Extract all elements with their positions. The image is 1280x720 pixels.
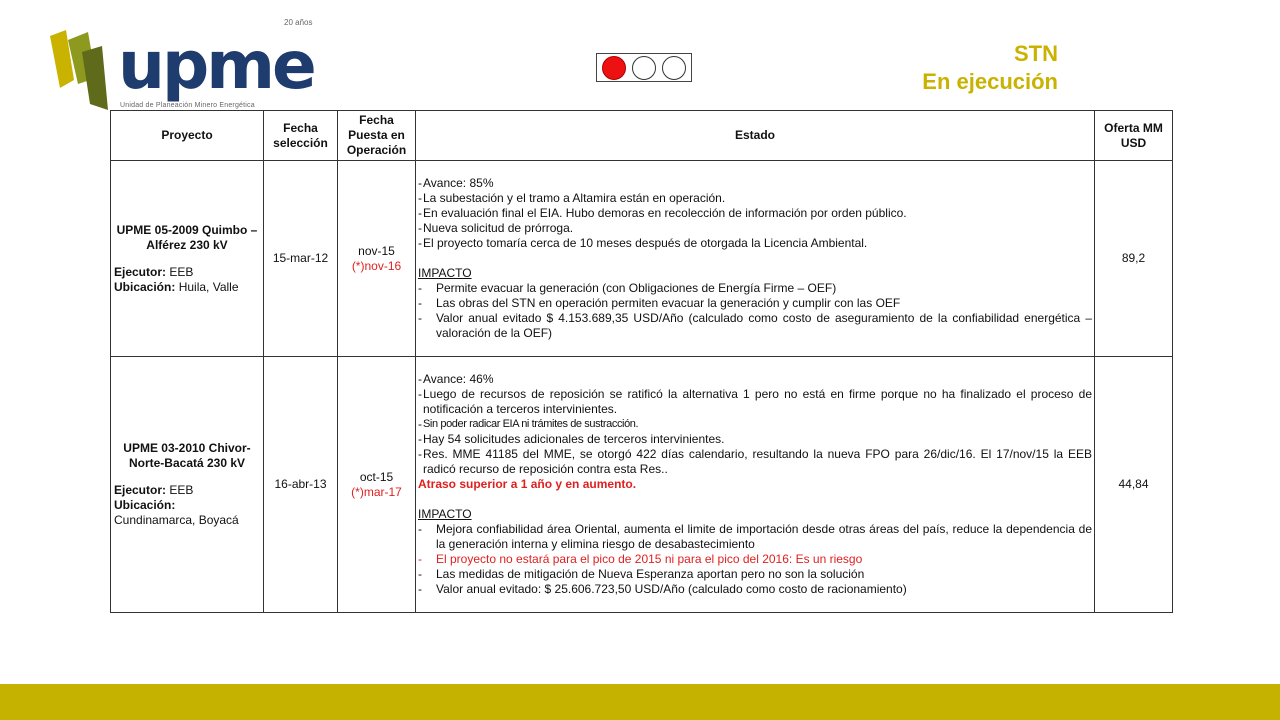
upme-logo [44,18,334,114]
impacto-item: - Valor anual evitado $ 4.153.689,35 USD/Año (calculado como costo de aseguramiento de la confiabilidad energética – valoración de la OEF) [418,310,1092,340]
oferta-cell: 89,2 [1095,161,1173,357]
fecha-seleccion-cell: 15-mar-12 [264,161,338,357]
title-line-1: STN [1014,41,1058,66]
impacto-heading: IMPACTO [418,506,472,521]
oferta-cell: 44,84 [1095,357,1173,613]
fecha-puesta-original: oct-15 [359,469,394,484]
ejecutor-value: EEB [169,264,194,279]
project-cell [111,161,264,357]
project-cell [111,357,264,613]
impacto-item: - Las obras del STN en operación permiten evacuar la generación y cumplir con las OEF [418,295,901,310]
ubicacion-value: Huila, Valle [178,279,239,294]
upme-logo-mark [44,18,334,114]
logo-tagline: Unidad de Planeación Minero Energética [120,102,255,109]
ubicacion-value: Cundinamarca, Boyacá [114,513,239,527]
table-row [111,357,1173,613]
status-light-red [602,56,626,80]
col-header-estado: Estado [416,111,1095,161]
impacto-item: - Mejora confiabilidad área Oriental, aumenta el limite de importación desde otras áreas del país, reduce la dependencia de la generación interna y elimina riesgo de desabastecimiento [418,521,1092,551]
estado-item: - Hay 54 solicitudes adicionales de terceros intervinientes. [418,431,725,446]
project-name: UPME 05-2009 Quimbo – Alférez 230 kV [116,222,258,252]
estado-item: - Res. MME 41185 del MME, se otorgó 422 días calendario, resultando la nueva FPO para 26/dic/16. El 17/nov/15 la EEB radicó recurso de reposición contra esta Res.. [418,446,1092,476]
fecha-seleccion-cell: 16-abr-13 [264,357,338,613]
table-header-row [111,111,1173,161]
impacto-heading: IMPACTO [418,265,472,280]
table-row [111,161,1173,357]
col-header-fecha-seleccion: Fecha selección [264,111,338,161]
estado-cell [416,357,1095,613]
impacto-item: - El proyecto no estará para el pico de 2015 ni para el pico del 2016: Es un riesgo [418,551,863,566]
impacto-item: - Las medidas de mitigación de Nueva Esperanza aportan pero no son la solución [418,566,865,581]
traffic-light-status [596,53,692,82]
col-header-proyecto: Proyecto [111,111,264,161]
fecha-puesta-cell [338,161,416,357]
ejecutor-label: Ejecutor: [114,264,167,279]
fecha-puesta-original: nov-15 [358,243,395,258]
col-header-fecha-puesta: Fecha Puesta en Operación [338,111,416,161]
estado-item: - Sin poder radicar EIA ni trámites de sustracción. [418,416,639,431]
logo-wordmark: upme [118,27,314,104]
status-light-off [662,56,686,80]
estado-item: - En evaluación final el EIA. Hubo demoras en recolección de información por orden público. [418,205,907,220]
status-light-off [632,56,656,80]
project-name: UPME 03-2010 Chivor-Norte-Bacatá 230 kV [123,441,251,470]
col-header-oferta: Oferta MM USD [1095,111,1173,161]
ejecutor-value: EEB [169,483,194,497]
impacto-item: - Valor anual evitado: $ 25.606.723,50 USD/Año (calculado como costo de racionamiento) [418,581,907,596]
page-title [922,40,1058,96]
title-line-2: En ejecución [922,69,1058,94]
estado-item: - Avance: 46% [418,371,494,386]
ubicacion-label: Ubicación: [114,279,176,294]
ejecutor-label: Ejecutor: [114,483,167,497]
projects-table [110,110,1173,613]
fecha-puesta-new: (*)nov-16 [351,258,402,273]
estado-item: - Luego de recursos de reposición se ratificó la alternativa 1 pero no está en firme porque no ha finalizado el proceso de notificación a terceros intervinientes. [418,386,1092,416]
fecha-puesta-new: (*)mar-17 [351,484,402,499]
footer-bar [0,684,1280,720]
impacto-item: - Permite evacuar la generación (con Obligaciones de Energía Firme – OEF) [418,280,837,295]
logo-years: 20 años [284,18,313,27]
estado-item: - La subestación y el tramo a Altamira están en operación. [418,190,726,205]
estado-cell [416,161,1095,357]
project-meta [114,265,260,295]
ubicacion-label: Ubicación: [114,498,176,512]
estado-item: - Avance: 85% [418,175,494,190]
estado-item: - El proyecto tomaría cerca de 10 meses después de otorgada la Licencia Ambiental. [418,235,868,250]
fecha-puesta-cell [338,357,416,613]
project-meta [114,483,260,528]
estado-item: - Nueva solicitud de prórroga. [418,220,574,235]
alert-text: Atraso superior a 1 año y en aumento. [418,476,637,491]
